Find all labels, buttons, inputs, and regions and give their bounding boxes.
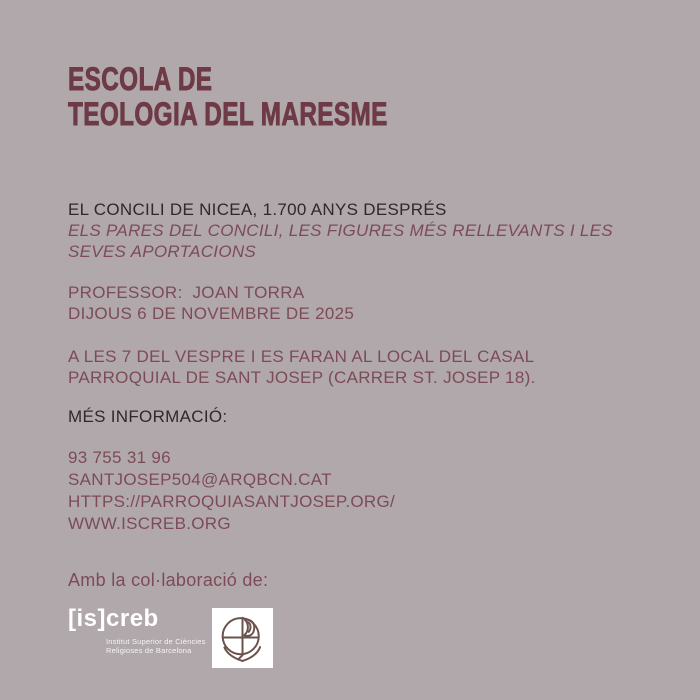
event-heading: EL CONCILI DE NICEA, 1.700 ANYS DESPRÉS bbox=[68, 200, 447, 219]
parish-logo bbox=[212, 608, 273, 668]
venue-block bbox=[68, 346, 536, 388]
event-subtitle-line1: ELS PARES DEL CONCILI, LES FIGURES MÉS RELLEVANTS I LES bbox=[68, 221, 613, 240]
iscreb-wordmark: [is]creb bbox=[68, 605, 159, 632]
info-heading: MÉS INFORMACIÓ: bbox=[68, 407, 228, 426]
venue-line1: A LES 7 DEL VESPRE I ES FARAN AL LOCAL DEL CASAL bbox=[68, 347, 535, 366]
parish-emblem-icon bbox=[215, 610, 270, 666]
iscreb-subtitle-line1: Institut Superior de Ciències bbox=[106, 637, 206, 646]
iscreb-subtitle-line2: Religioses de Barcelona bbox=[106, 646, 192, 655]
venue-line2: PARROQUIAL DE SANT JOSEP (CARRER ST. JOSEP 18). bbox=[68, 368, 536, 387]
poster-title-line2: TEOLOGIA DEL MARESME bbox=[68, 96, 388, 132]
collaboration-label: Amb la col·laboració de: bbox=[68, 570, 269, 590]
email-address: SANTJOSEP504@ARQBCN.CAT bbox=[68, 470, 332, 489]
iscreb-website-url: WWW.ISCREB.ORG bbox=[68, 514, 231, 533]
professor-line: PROFESSOR: JOAN TORRA bbox=[68, 283, 305, 302]
poster-title bbox=[68, 62, 388, 132]
contact-block bbox=[68, 447, 395, 535]
event-heading-block bbox=[68, 199, 613, 262]
iscreb-logo-subtitle bbox=[106, 637, 206, 655]
poster-title-line1: ESCOLA DE bbox=[68, 61, 213, 97]
date-line: DIJOUS 6 DE NOVEMBRE DE 2025 bbox=[68, 304, 355, 323]
professor-date-block bbox=[68, 282, 354, 324]
iscreb-logo bbox=[68, 606, 206, 655]
phone-number: 93 755 31 96 bbox=[68, 448, 171, 467]
parish-website-url: HTTPS://PARROQUIASANTJOSEP.ORG/ bbox=[68, 492, 396, 511]
event-subtitle-line2: SEVES APORTACIONS bbox=[68, 242, 257, 261]
